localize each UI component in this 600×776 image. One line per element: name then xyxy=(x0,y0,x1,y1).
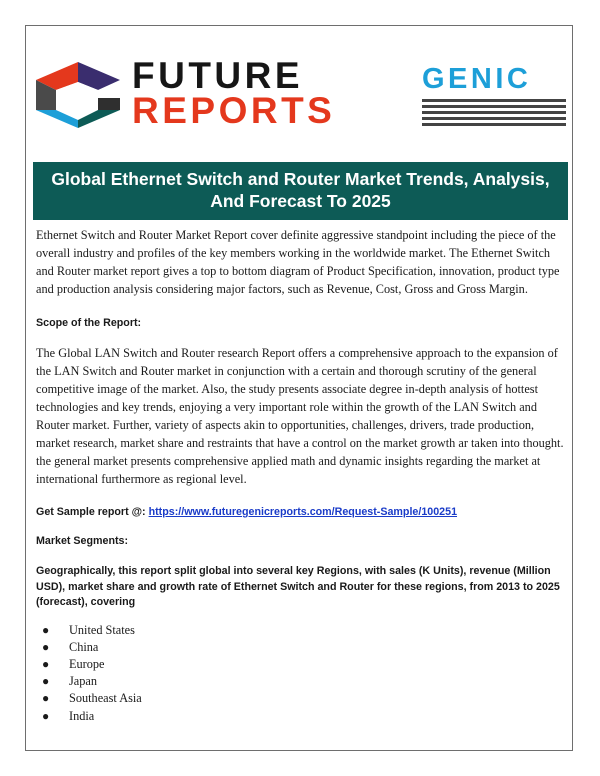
regions-list xyxy=(36,622,564,725)
logo-mark-icon xyxy=(36,62,120,128)
list-item: ● United States xyxy=(42,622,135,637)
intro-paragraph: Ethernet Switch and Router Market Report cover definite aggressive standpoint including the piece of the overall industry and profiles of the key members working in the worldwide market. The Ethernet Switch and Router market report gives a top to bottom diagram of Product Specification, innovation, product type and production analysis considering major factors, such as Revenue, Cost, Gross and Gross Margin. xyxy=(36,228,560,296)
list-item: ● India xyxy=(42,708,95,723)
scope-heading: Scope of the Report: xyxy=(36,317,142,329)
scope-paragraph: The Global LAN Switch and Router research Report offers a comprehensive approach to the expansion of the LAN Switch and Router market in conjunction with a certain and thorough scrutiny of the general competitive image of the market. Also, the study presents associate degree in-depth analysis of hottest technologies and key trends, enjoying a very important role within the growth of the LAN Switch and Router market. Further, variety of aspects akin to opportunities, challenges, drivers, trade production, market research, market share and restraints that have a control on the market growth ar taken into thought. the general market presents comprehensive applied math and dynamic insights regarding the market at international furthermore as regional level. xyxy=(36,346,564,486)
logo-word-genic: GENIC xyxy=(422,63,532,95)
list-item: ● China xyxy=(42,639,99,654)
list-item: ● Southeast Asia xyxy=(42,691,142,706)
sample-report-link[interactable]: https://www.futuregenicreports.com/Request-Sample/100251 xyxy=(148,506,458,518)
logo-word-reports: REPORTS xyxy=(132,90,336,131)
title-banner xyxy=(33,162,568,220)
page-title-line-2: And Forecast To 2025 xyxy=(210,191,391,211)
logo-stripes xyxy=(422,99,566,129)
geography-paragraph: Geographically, this report split global into several key Regions, with sales (K Units), revenue (Million USD), market share and growth rate of Ethernet Switch and Router for these regions, from 2013 to 2025 (forecast), covering xyxy=(36,565,560,608)
page-title-line-1: Global Ethernet Switch and Router Market Trends, Analysis, xyxy=(51,169,550,189)
sample-report-line xyxy=(36,506,564,518)
list-item: ● Europe xyxy=(42,656,105,671)
document-body xyxy=(36,223,564,725)
list-item: ● Japan xyxy=(42,674,97,689)
sample-report-label: Get Sample report @: xyxy=(36,506,149,518)
logo-word-future: FUTURE xyxy=(132,55,304,96)
company-logo xyxy=(36,55,566,132)
segments-heading: Market Segments: xyxy=(36,535,129,547)
